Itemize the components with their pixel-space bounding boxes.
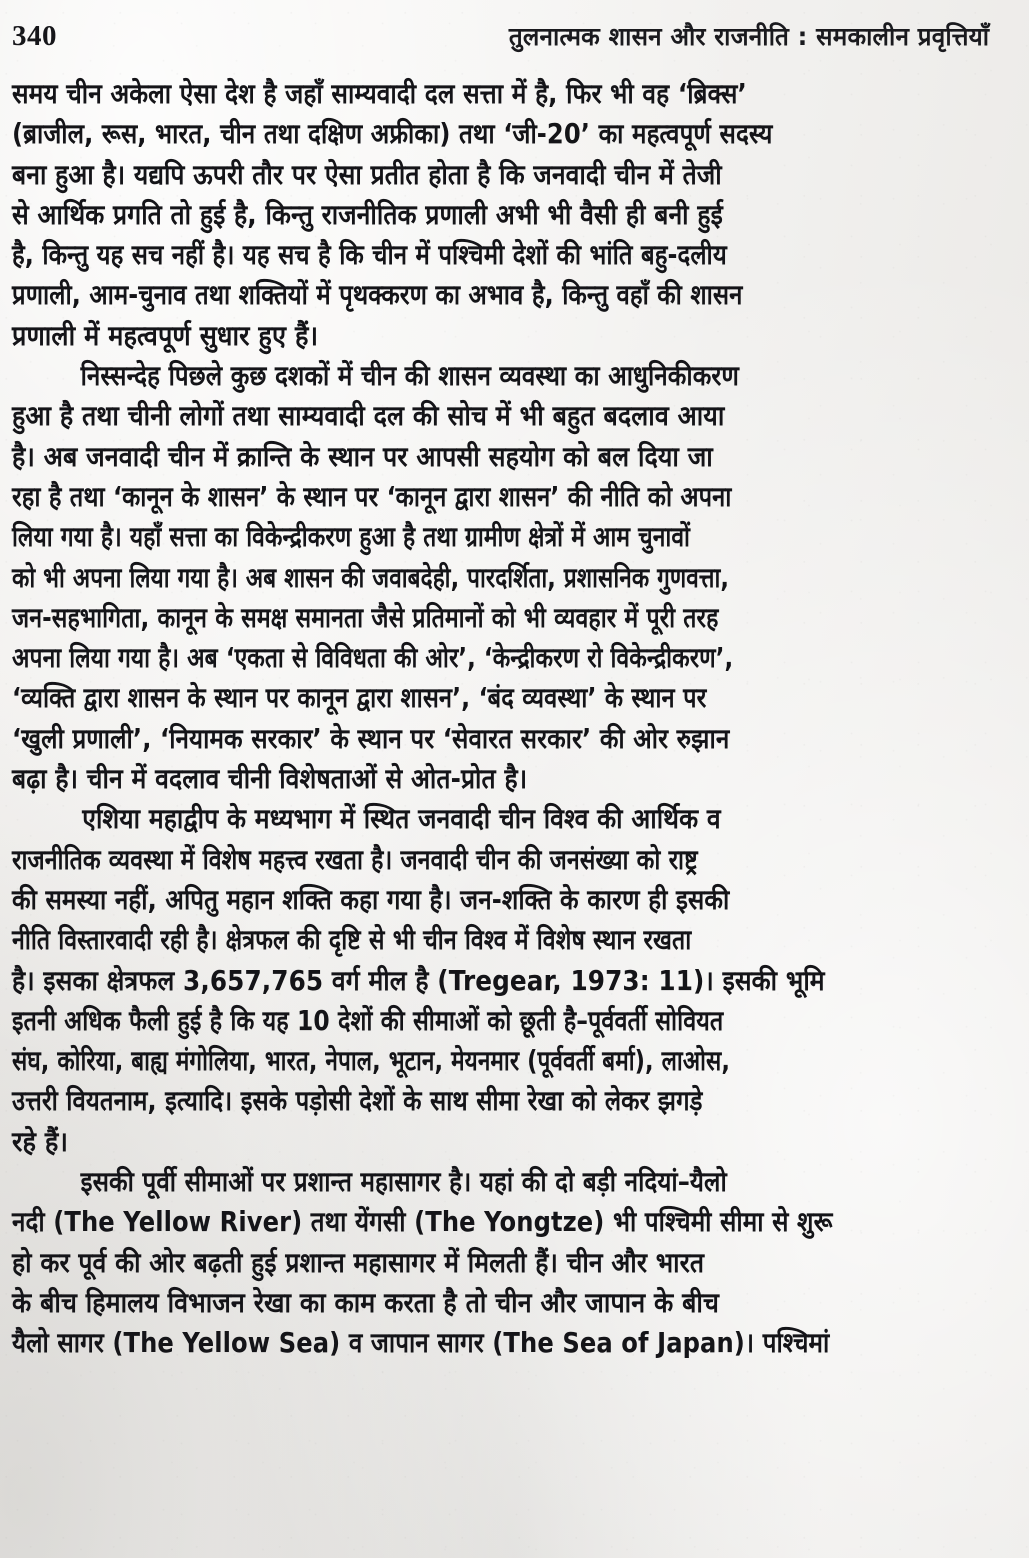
text-line: प्रणाली में महत्वपूर्ण सुधार हुए हैं। (12, 319, 319, 352)
text-line: निस्सन्देह पिछले कुछ दशकों में चीन की शासन व्यवस्था का आधुनिकीकरण (80, 360, 740, 393)
body-text-block (12, 74, 989, 1364)
running-head (12, 14, 989, 58)
text-line: ‘व्यक्ति द्वारा शासन के स्थान पर कानून द्वारा शासन’, ‘बंद व्यवस्था’ के स्थान पर (12, 682, 707, 715)
text-line: उत्तरी वियतनाम, इत्यादि। इसके पड़ोसी देशों के साथ सीमा रेखा को लेकर झगड़े (12, 1085, 703, 1118)
text-line: की समस्या नहीं, अपितु महान शक्ति कहा गया है। जन-शक्ति के कारण ही इसकी (12, 883, 730, 916)
text-line: इसकी पूर्वी सीमाओं पर प्रशान्त महासागर है। यहां की दो बड़ी नदियां–यैलो (80, 1166, 727, 1199)
text-line: समय चीन अकेला ऐसा देश है जहाँ साम्यवादी दल सत्ता में है, फिर भी वह ‘ब्रिक्स’ (12, 78, 747, 110)
text-line: इतनी अधिक फैली हुई है कि यह 10 देशों की सीमाओं को छूती है–पूर्ववर्ती सोवियत (12, 1004, 724, 1037)
page-number: 340 (12, 19, 57, 52)
text-line: बढ़ा है। चीन में वदलाव चीनी विशेषताओं से ओत-प्रोत है। (12, 763, 528, 796)
text-line: रहे हैं। (12, 1125, 69, 1158)
text-line: राजनीतिक व्यवस्था में विशेष महत्त्व रखता है। जनवादी चीन की जनसंख्या को राष्ट्र (12, 843, 698, 876)
text-line: संघ, कोरिया, बाह्य मंगोलिया, भारत, नेपाल, भूटान, मेयनमार (पूर्ववर्ती बर्मा), लाओस, (12, 1045, 730, 1078)
text-line: जन-सहभागिता, कानून के समक्ष समानता जैसे प्रतिमानों को भी व्यवहार में पूरी तरह (12, 601, 719, 634)
text-line: नीति विस्तारवादी रही है। क्षेत्रफल की दृष्टि से भी चीन विश्व में विशेष स्थान रखता (12, 924, 692, 957)
text-line: हो कर पूर्व की ओर बढ़ती हुई प्रशान्त महासागर में मिलती हैं। चीन और भारत (12, 1246, 705, 1279)
text-line: लिया गया है। यहाँ सत्ता का विकेन्द्रीकरण हुआ है तथा ग्रामीण क्षेत्रों में आम चुनावों (12, 521, 691, 554)
text-line: से आर्थिक प्रगति तो हुई है, किन्तु राजनीतिक प्रणाली अभी भी वैसी ही बनी हुई (12, 198, 723, 231)
text-line: एशिया महाद्वीप के मध्यभाग में स्थित जनवादी चीन विश्व की आर्थिक व (82, 803, 721, 836)
text-line: अपना लिया गया है। अब ‘एकता से विविधता की ओर’, ‘केन्द्रीकरण रो विकेन्द्रीकरण’, (12, 642, 734, 675)
text-line: (ब्राजील, रूस, भारत, चीन तथा दक्षिण अफ्रीका) तथा ‘जी-20’ का महत्वपूर्ण सदस्य (12, 118, 773, 151)
text-line: यैलो सागर (The Yellow Sea) व जापान सागर (The Sea of Japan)। पश्चिमां (12, 1327, 830, 1360)
text-line: है, किन्तु यह सच नहीं है। यह सच है कि चीन में पश्चिमी देशों की भांति बहु-दलीय (12, 239, 727, 272)
text-line: नदी (The Yellow River) तथा येंगसी (The Yongtze) भी पश्चिमी सीमा से शुरू (12, 1206, 833, 1239)
text-line: बना हुआ है। यद्यपि ऊपरी तौर पर ऐसा प्रतीत होता है कि जनवादी चीन में तेजी (12, 158, 722, 191)
text-line: को भी अपना लिया गया है। अब शासन की जवाबदेही, पारदर्शिता, प्रशासनिक गुणवत्ता, (12, 561, 730, 594)
text-line: है। इसका क्षेत्रफल 3,657,765 वर्ग मील है (Tregear, 1973: 11)। इसकी भूमि (12, 964, 825, 997)
text-line: प्रणाली, आम-चुनाव तथा शक्तियों में पृथक्करण का अभाव है, किन्तु वहाँ की शासन (12, 279, 743, 312)
text-line: ‘खुली प्रणाली’, ‘नियामक सरकार’ के स्थान पर ‘सेवारत सरकार’ की ओर रुझान (12, 722, 730, 755)
text-line: है। अब जनवादी चीन में क्रान्ति के स्थान पर आपसी सहयोग को बल दिया जा (12, 440, 713, 473)
text-line: के बीच हिमालय विभाजन रेखा का काम करता है तो चीन और जापान के बीच (12, 1286, 719, 1319)
text-line: हुआ है तथा चीनी लोगों तथा साम्यवादी दल की सोच में भी बहुत बदलाव आया (12, 400, 725, 433)
running-head-title: तुलनात्मक शासन और राजनीति : समकालीन प्रवृत्तियाँ (508, 22, 989, 51)
text-line: रहा है तथा ‘कानून के शासन’ के स्थान पर ‘कानून द्वारा शासन’ की नीति को अपना (12, 480, 732, 513)
